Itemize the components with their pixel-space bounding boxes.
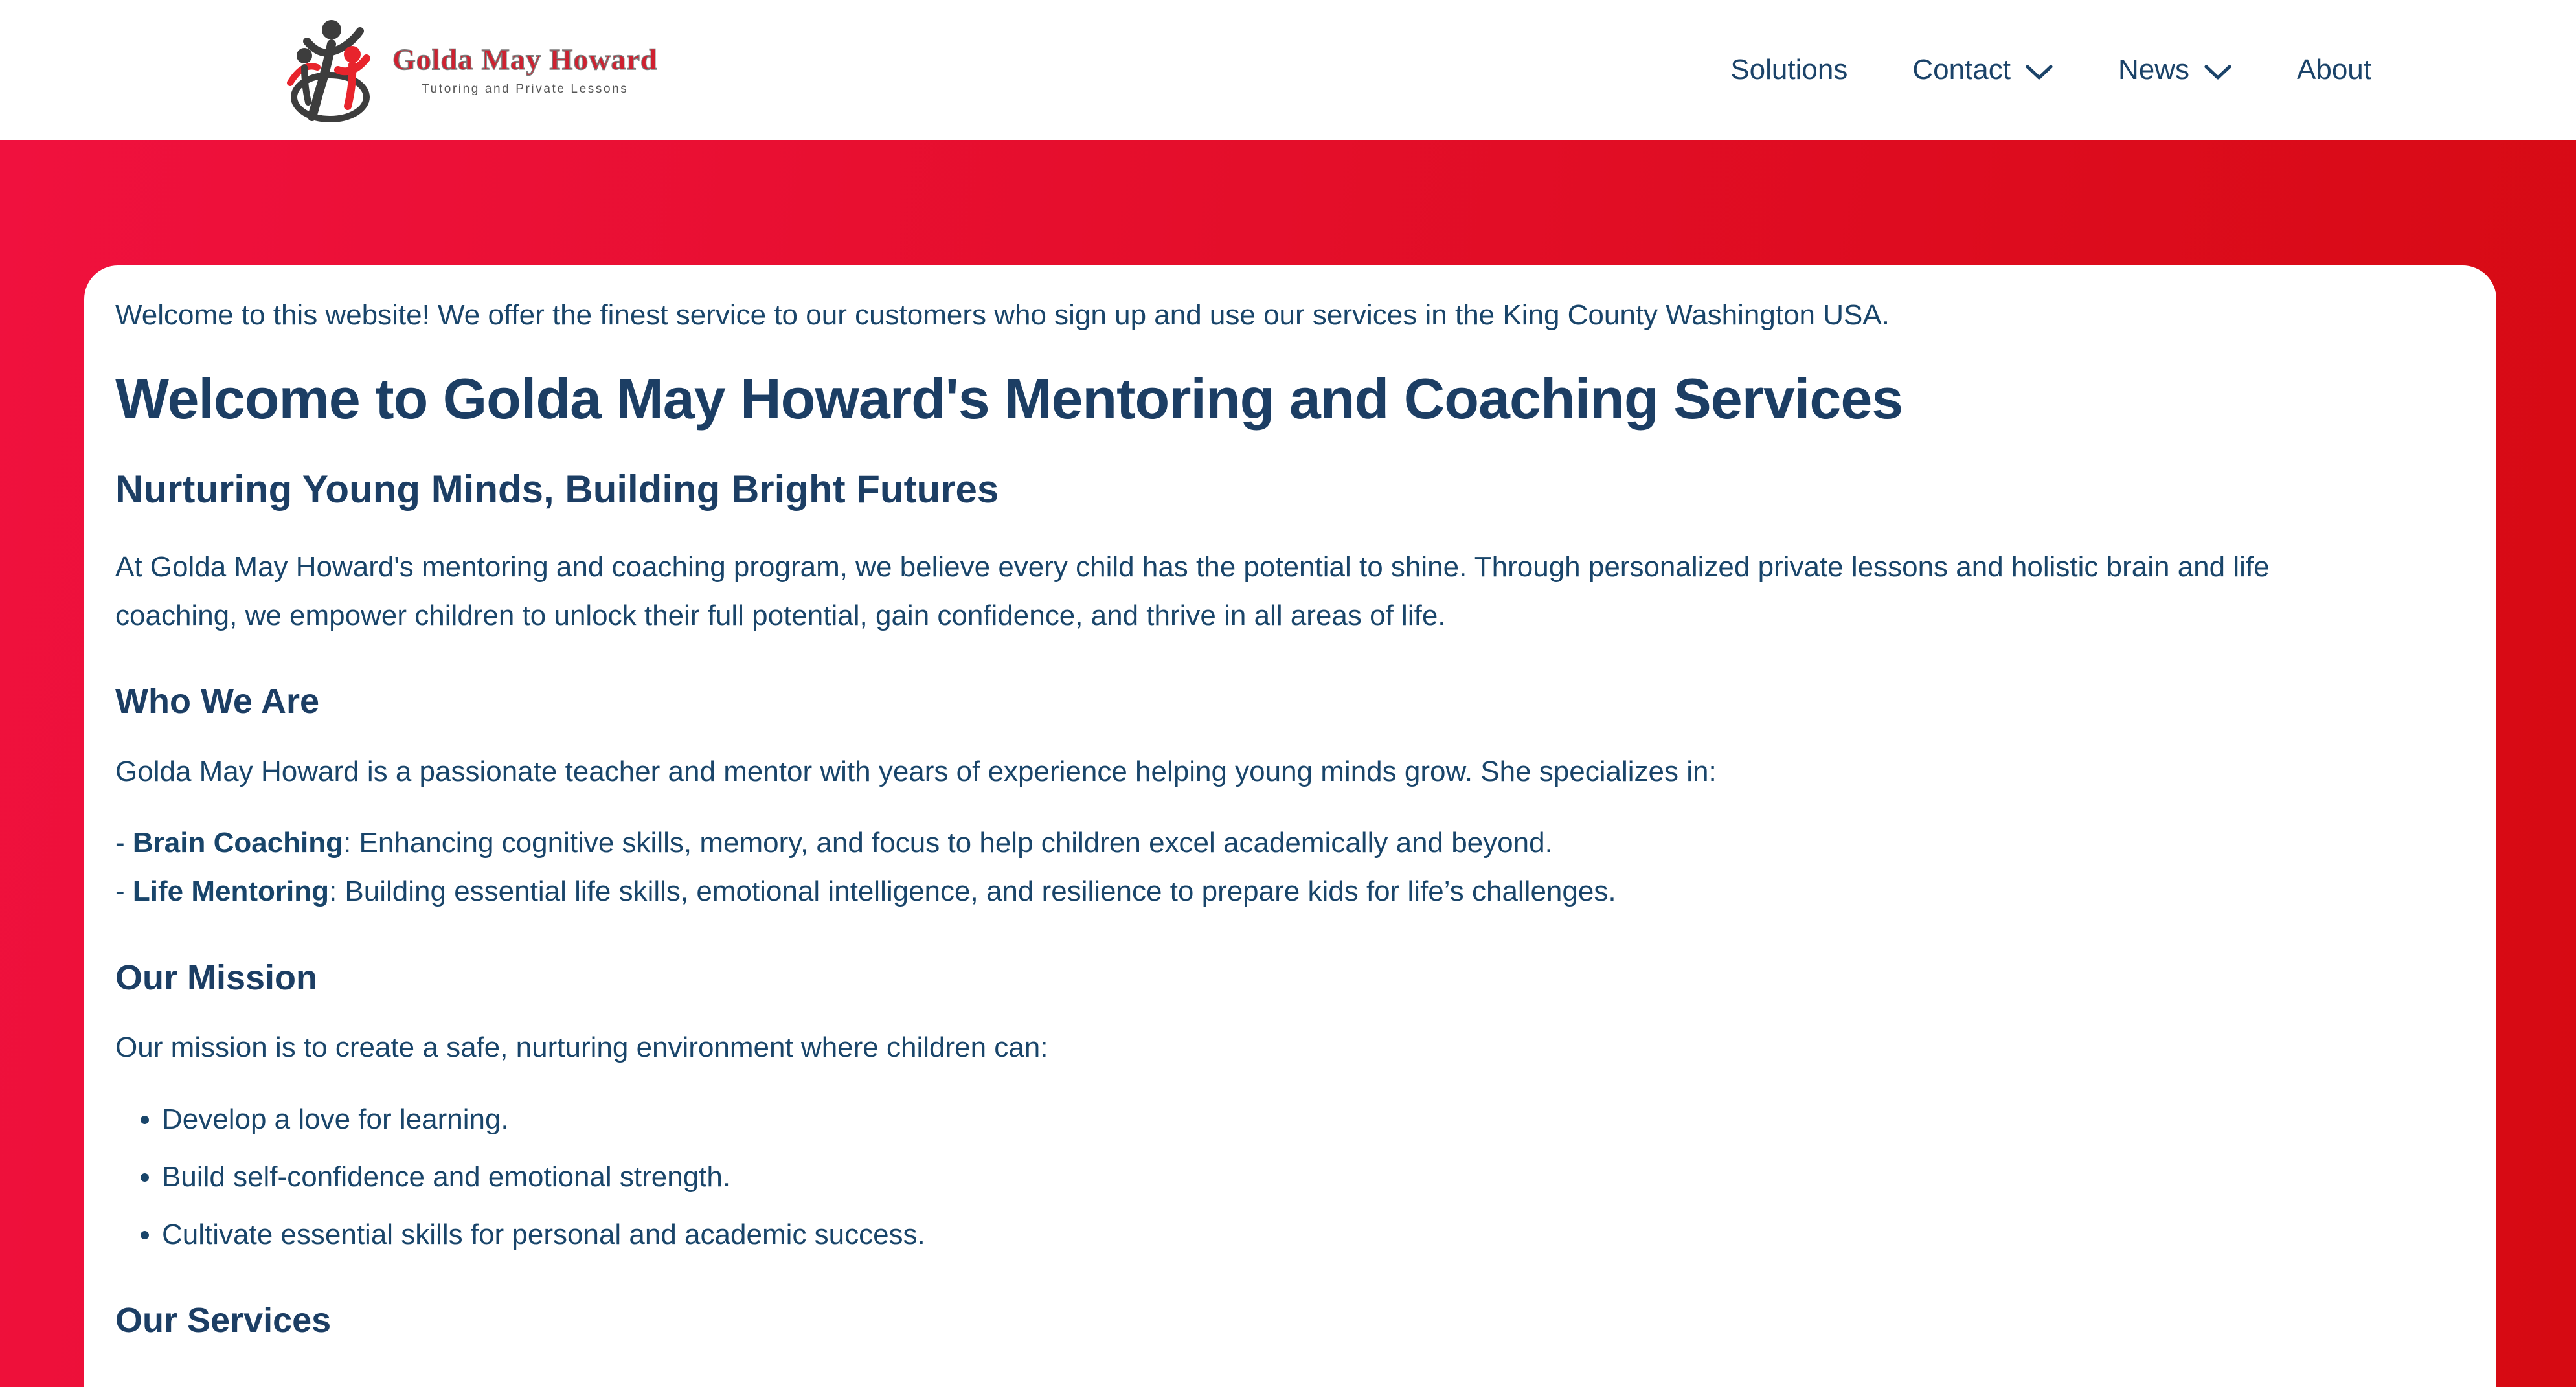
nav-item-news[interactable] xyxy=(2118,54,2232,86)
nav-item-solutions[interactable] xyxy=(1730,54,1847,86)
mission-intro: Our mission is to create a safe, nurturing environment where children can: xyxy=(115,1032,1048,1064)
nav-item-about[interactable] xyxy=(2297,54,2371,86)
specialty-description: : Building essential life skills, emotional intelligence, and resilience to prepare kids for life’s challenges. xyxy=(328,875,1616,908)
section-heading-our-mission: Our Mission xyxy=(115,958,318,997)
mission-list xyxy=(115,1096,2465,1259)
section-heading-our-services: Our Services xyxy=(115,1301,332,1340)
page-background xyxy=(0,140,2576,1387)
who-we-are-body: Golda May Howard is a passionate teacher and mentor with years of experience helping young minds grow. She specializes in: xyxy=(115,755,1717,787)
site-header xyxy=(0,0,2576,140)
page-title: Welcome to Golda May Howard's Mentoring and Coaching Services xyxy=(115,366,1903,431)
specialty-description: : Enhancing cognitive skills, memory, and focus to help children excel academically and beyond. xyxy=(343,827,1553,859)
list-item: • Develop a love for learning. xyxy=(162,1096,2465,1144)
list-item: • Build self-confidence and emotional strength. xyxy=(162,1153,2465,1202)
dash: - xyxy=(115,875,133,908)
chevron-down-icon xyxy=(2204,63,2232,80)
brand-tagline: Tutoring and Private Lessons xyxy=(422,82,629,96)
chevron-down-icon xyxy=(2025,63,2053,80)
section-heading-who-we-are: Who We Are xyxy=(115,682,320,721)
nav-item-label: Solutions xyxy=(1730,54,1848,85)
lead-paragraph: At Golda May Howard's mentoring and coaching program, we believe every child has the potential to shine. Through personalized private lessons and holistic brain and life coaching, we empower children to unlock their full potential, gain confidence, and thrive in all areas of life. xyxy=(115,550,2270,631)
people-swoosh-icon xyxy=(285,16,376,124)
nav-item-contact[interactable] xyxy=(1912,54,2053,86)
list-item: • Cultivate essential skills for personal and academic success. xyxy=(162,1211,2465,1259)
brand-text xyxy=(392,43,658,97)
specialty-term: Brain Coaching xyxy=(132,827,344,859)
brand-name: Golda May Howard xyxy=(392,42,658,76)
nav-item-label: Contact xyxy=(1912,54,2011,85)
main-nav xyxy=(1730,54,2371,86)
nav-item-label: About xyxy=(2297,54,2371,85)
content-card xyxy=(84,265,2496,1387)
dash: - xyxy=(115,827,133,859)
page-subtitle: Nurturing Young Minds, Building Bright Futures xyxy=(115,467,999,511)
specialty-line xyxy=(115,819,2465,868)
intro-text: Welcome to this website! We offer the finest service to our customers who sign up and use our services in the King County Washington USA. xyxy=(115,299,1890,331)
specialties-block xyxy=(115,819,2465,916)
specialty-term: Life Mentoring xyxy=(132,875,329,908)
nav-item-label: News xyxy=(2118,54,2190,85)
brand-logo[interactable] xyxy=(285,16,658,124)
specialty-line xyxy=(115,868,2465,916)
